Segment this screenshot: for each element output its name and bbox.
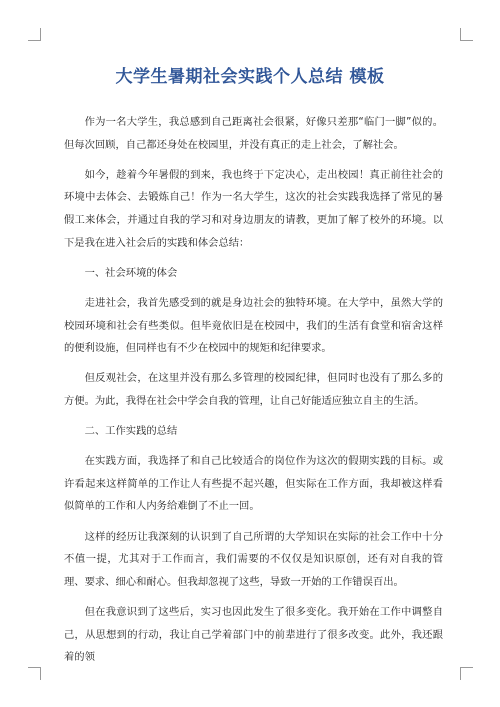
paragraph: 作为一名大学生，我总感到自己距离社会很紧，好像只差那“临门一脚”似的。但每次回顾，自己都还身处在校园里，并没有真正的走上社会，了解社会。 xyxy=(64,116,443,151)
section-heading: 二、工作实践的总结 xyxy=(84,425,178,438)
paragraph: 如今，趁着今年暑假的到来，我也终于下定决心，走出校园！真正前往社会的环境中去体会、去锻炼自己！作为一名大学生，这次的社会实践我选择了常见的暑假工来体会，并通过自我的学习和对身边朋友的请教，更加了解了校外的环境。以下是我在进入社会后的实践和体会总结： xyxy=(64,168,443,249)
document-body xyxy=(64,111,443,676)
crop-mark-bottom-right xyxy=(460,667,473,680)
crop-mark-bottom-left xyxy=(28,667,41,680)
crop-mark-top-right xyxy=(460,28,473,41)
paragraph: 但在我意识到了这些后，实习也因此发生了很多变化。我开始在工作中调整自己，从思想到的行动，我让自己学着部门中的前辈进行了很多改变。此外，我还跟着的领 xyxy=(64,606,443,664)
paragraph: 在实践方面，我选择了和自己比较适合的岗位作为这次的假期实践的目标。或许看起来这样简单的工作让人有些提不起兴趣，但实际在工作方面，我却被这样看似简单的工作和人内务给难倒了不止一回。 xyxy=(64,455,443,513)
paragraph: 但反观社会，在这里并没有那么多管理的校园纪律，但同时也没有了那么多的方便。为此，我得在社会中学会自我的管理，让自己好能适应独立自主的生活。 xyxy=(64,372,443,407)
paragraph: 走进社会，我首先感受到的就是身边社会的独特环境。在大学中，虽然大学的校园环境和社会有些类似。但毕竟依旧是在校园中，我们的生活有食堂和宿舍这样的便利设施，但同样也有不少在校园中的规矩和纪律要求。 xyxy=(64,296,443,355)
section-heading: 一、社会环境的体会 xyxy=(84,266,178,279)
paragraph: 这样的经历让我深刻的认识到了自己所谓的大学知识在实际的社会工作中十分不值一提，尤其对于工作而言，我们需要的不仅仅是知识原创，还有对自我的管理、要求、细心和耐心。但我却忽视了这些，导致一开始的工作错误百出。 xyxy=(64,530,443,588)
document-title: 大学生暑期社会实践个人总结 模板 xyxy=(115,67,385,87)
crop-mark-top-left xyxy=(28,28,41,41)
